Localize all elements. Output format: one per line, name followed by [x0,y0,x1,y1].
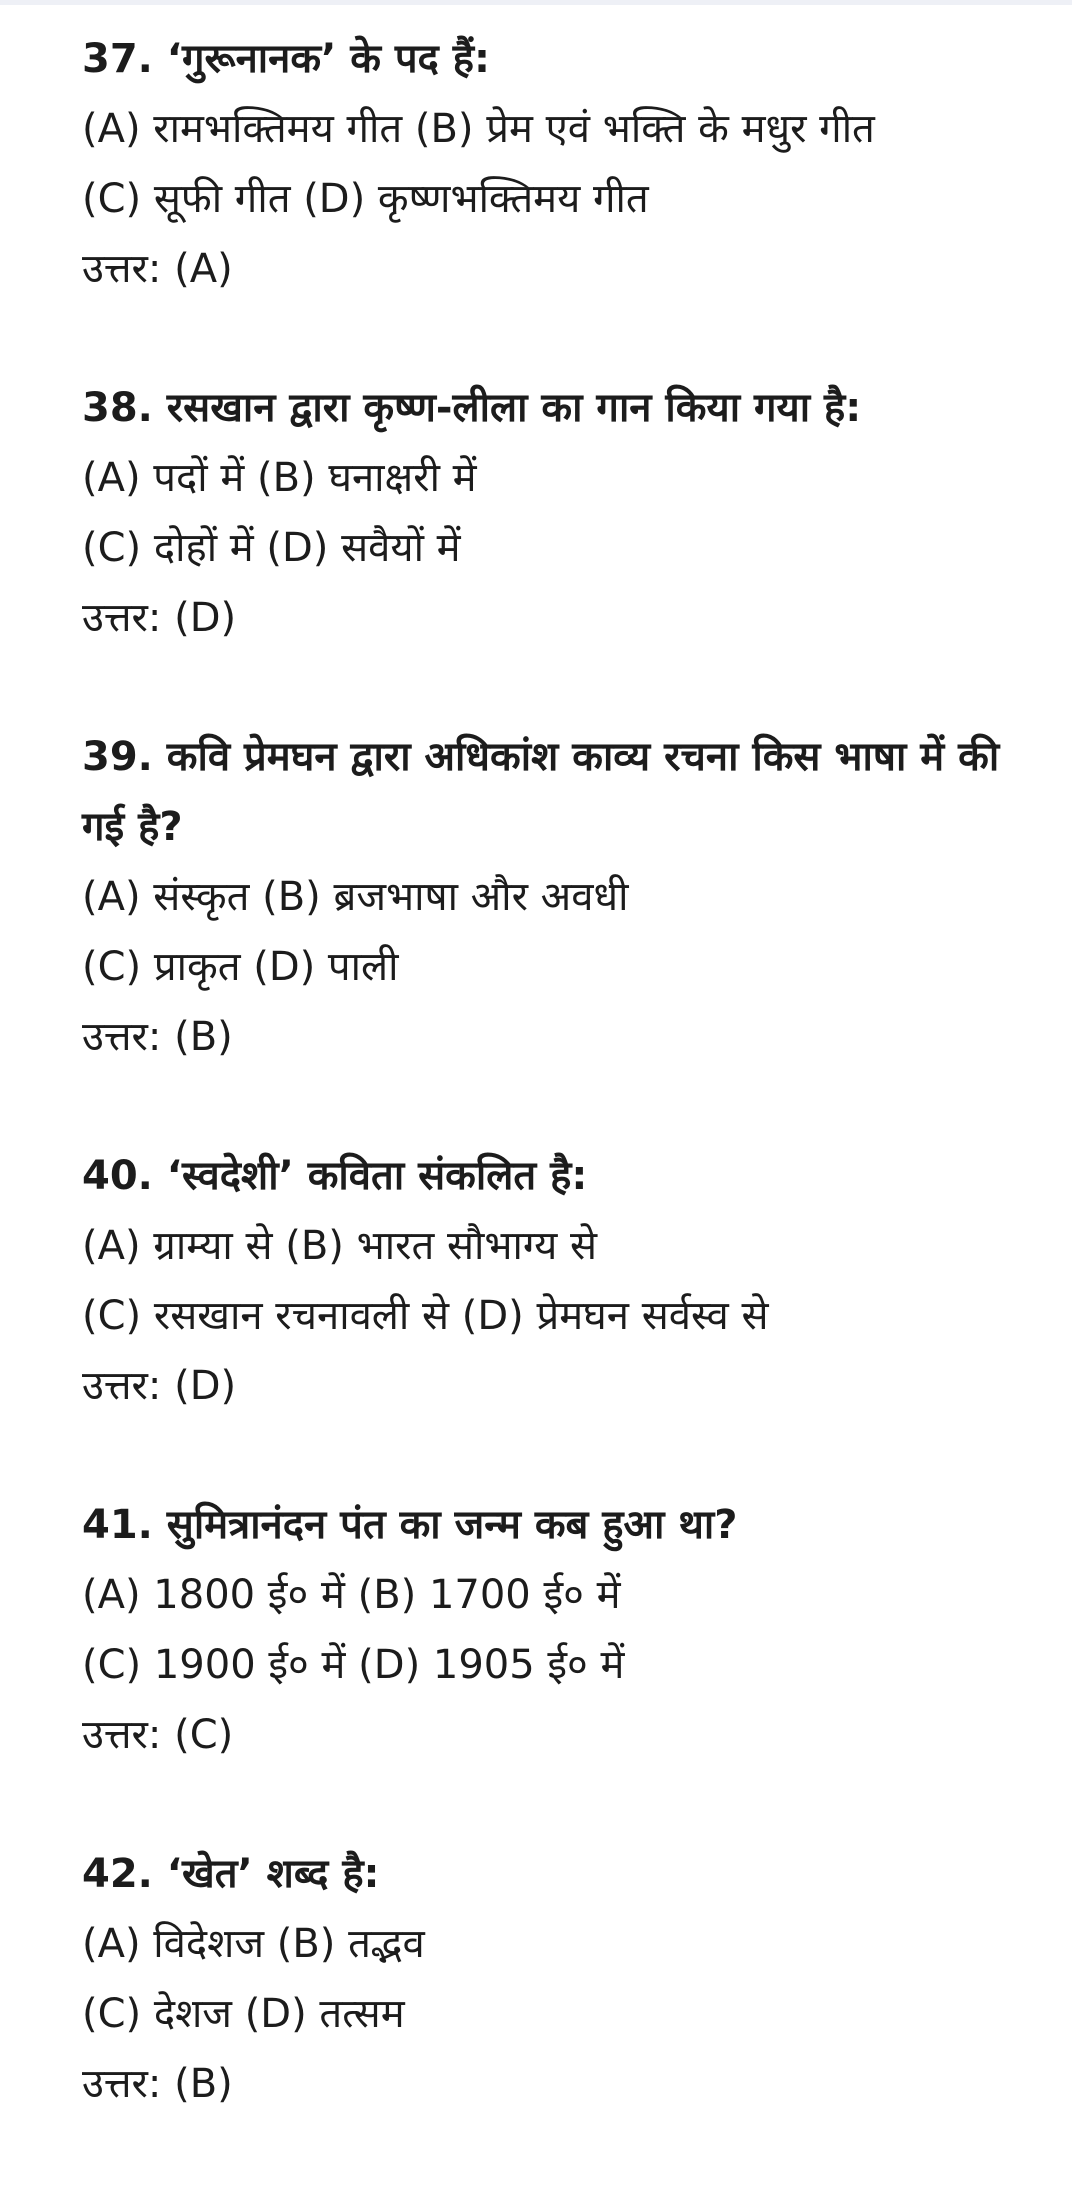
question-heading [82,1839,1042,1909]
question-text: ‘गुरूनानक’ के पद हैं: [166,36,490,82]
answer-line: उत्तर: (D) [82,1363,237,1409]
options-line-2: (C) रसखान रचनावली से (D) प्रेमघन सर्वस्व से [82,1293,769,1339]
question-block-37 [82,24,1042,304]
question-text: सुमित्रानंदन पंत का जन्म कब हुआ था? [166,1502,738,1548]
options-line-2: (C) दोहों में (D) सवैयों में [82,525,461,571]
options-line-1: (A) 1800 ई० में (B) 1700 ई० में [82,1572,621,1618]
question-number: 40. [82,1153,153,1199]
question-heading [82,24,1042,94]
options-line-2: (C) प्राकृत (D) पाली [82,944,399,990]
options-line-1: (A) पदों में (B) घनाक्षरी में [82,455,477,501]
question-heading [82,1490,1042,1560]
question-heading [82,373,1042,443]
answer-line: उत्तर: (D) [82,595,237,641]
answer-line: उत्तर: (A) [82,246,233,292]
question-number: 42. [82,1851,153,1897]
options-line-1: (A) विदेशज (B) तद्भव [82,1921,425,1967]
question-number: 37. [82,36,153,82]
question-block-38 [82,373,1042,653]
answer-line: उत्तर: (B) [82,1014,233,1060]
question-text: कवि प्रेमघन द्वारा अधिकांश काव्य रचना किस भाषा में की गई है? [82,734,1000,850]
question-heading [82,722,1042,862]
options-line-2: (C) सूफी गीत (D) कृष्णभक्तिमय गीत [82,176,649,222]
question-heading [82,1141,1042,1211]
options-line-1: (A) रामभक्तिमय गीत (B) प्रेम एवं भक्ति के मधुर गीत [82,106,875,152]
question-block-41 [82,1490,1042,1770]
answer-line: उत्तर: (B) [82,2061,233,2107]
question-block-42 [82,1839,1042,2119]
answer-line: उत्तर: (C) [82,1712,234,1758]
question-block-39 [82,722,1042,1072]
question-block-40 [82,1141,1042,1421]
options-line-2: (C) देशज (D) तत्सम [82,1991,405,2037]
question-number: 38. [82,385,153,431]
question-text: रसखान द्वारा कृष्ण-लीला का गान किया गया है: [166,385,862,431]
options-line-1: (A) ग्राम्या से (B) भारत सौभाग्य से [82,1223,598,1269]
question-text: ‘स्वदेशी’ कविता संकलित है: [166,1153,588,1199]
question-number: 39. [82,734,153,780]
question-list [82,24,1042,2188]
top-divider [0,0,1072,5]
question-number: 41. [82,1502,153,1548]
options-line-2: (C) 1900 ई० में (D) 1905 ई० में [82,1642,625,1688]
question-text: ‘खेत’ शब्द है: [166,1851,380,1897]
options-line-1: (A) संस्कृत (B) ब्रजभाषा और अवधी [82,874,629,920]
